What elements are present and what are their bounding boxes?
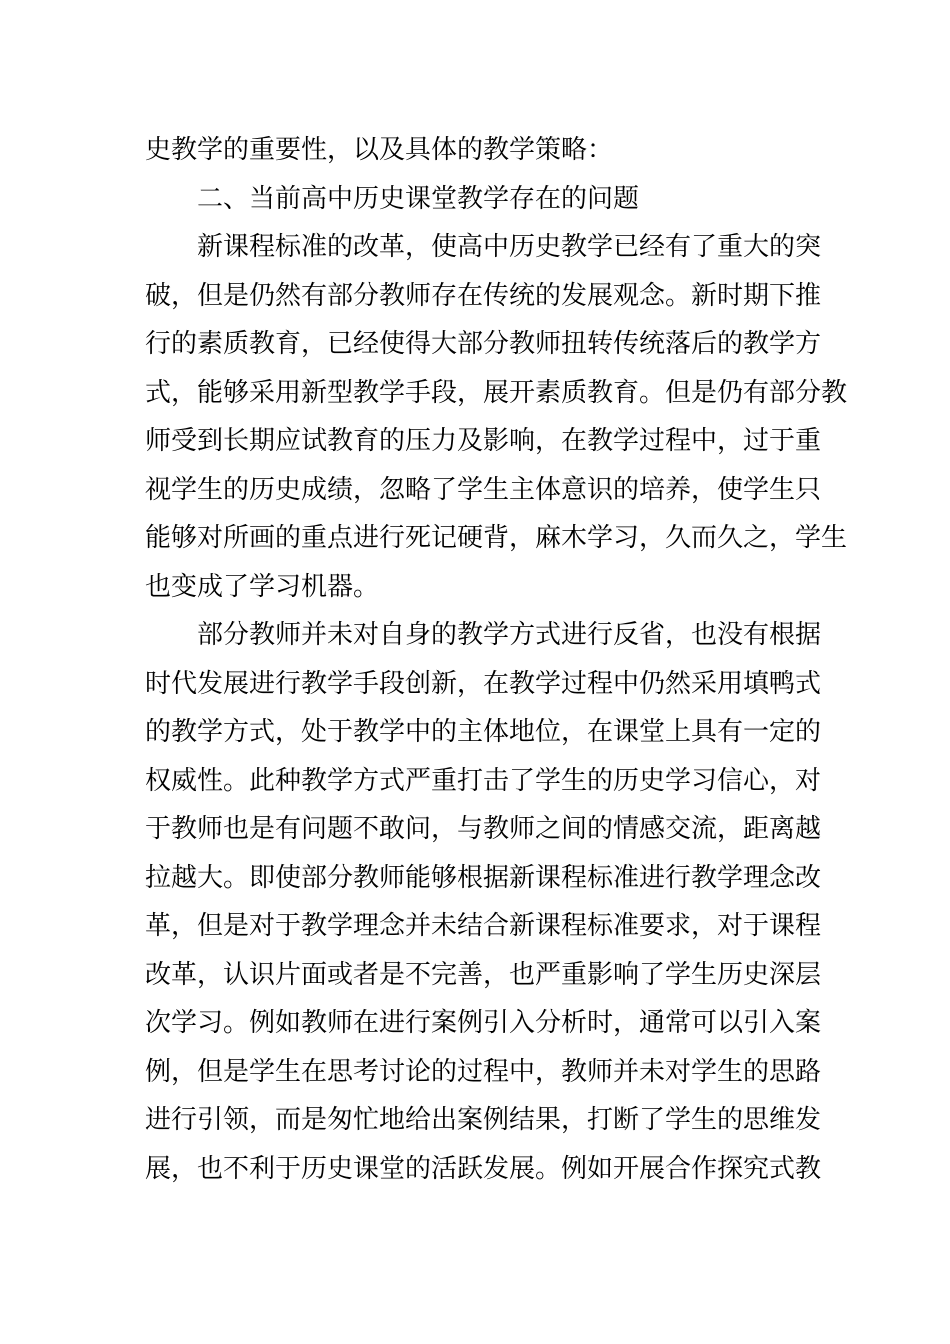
text-line: 破，但是仍然有部分教师存在传统的发展观念。新时期下推 [145, 280, 822, 311]
text-line: 次学习。例如教师在进行案例引入分析时，通常可以引入案 [145, 1008, 822, 1038]
text-line: 革，但是对于教学理念并未结合新课程标准要求，对于课程 [145, 911, 822, 941]
text-line: 进行引领，而是匆忙地给出案例结果，打断了学生的思维发 [145, 1105, 822, 1135]
text-line: 师受到长期应试教育的压力及影响，在教学过程中，过于重 [145, 426, 822, 456]
text-line: 时代发展进行教学手段创新，在教学过程中仍然采用填鸭式 [145, 668, 822, 699]
text-line: 拉越大。即使部分教师能够根据新课程标准进行教学理念改 [145, 862, 822, 893]
document-body [145, 126, 848, 1193]
text-line: 的教学方式，处于教学中的主体地位，在课堂上具有一定的 [145, 717, 822, 747]
text-line: 于教师也是有问题不敢问，与教师之间的情感交流，距离越 [145, 814, 822, 844]
text-line: 部分教师并未对自身的教学方式进行反省，也没有根据 [197, 620, 822, 650]
text-line: 例，但是学生在思考讨论的过程中，教师并未对学生的思路 [145, 1056, 822, 1087]
text-line: 视学生的历史成绩，忽略了学生主体意识的培养，使学生只 [145, 474, 822, 505]
text-line: 式，能够采用新型教学手段，展开素质教育。但是仍有部分教 [145, 377, 848, 408]
text-line: 展，也不利于历史课堂的活跃发展。例如开展合作探究式教 [145, 1153, 822, 1184]
text-line: 新课程标准的改革，使高中历史教学已经有了重大的突 [197, 232, 822, 262]
text-line: 能够对所画的重点进行死记硬背，麻木学习，久而久之，学生 [145, 523, 848, 553]
text-line: 史教学的重要性，以及具体的教学策略： [145, 135, 614, 165]
text-line: 也变成了学习机器。 [145, 571, 380, 602]
text-line: 行的素质教育，已经使得大部分教师扭转传统落后的教学方 [145, 329, 822, 359]
text-line: 改革，认识片面或者是不完善，也严重影响了学生历史深层 [145, 959, 822, 990]
text-line: 权威性。此种教学方式严重打击了学生的历史学习信心，对 [145, 765, 822, 796]
section-heading: 二、当前高中历史课堂教学存在的问题 [197, 183, 640, 214]
